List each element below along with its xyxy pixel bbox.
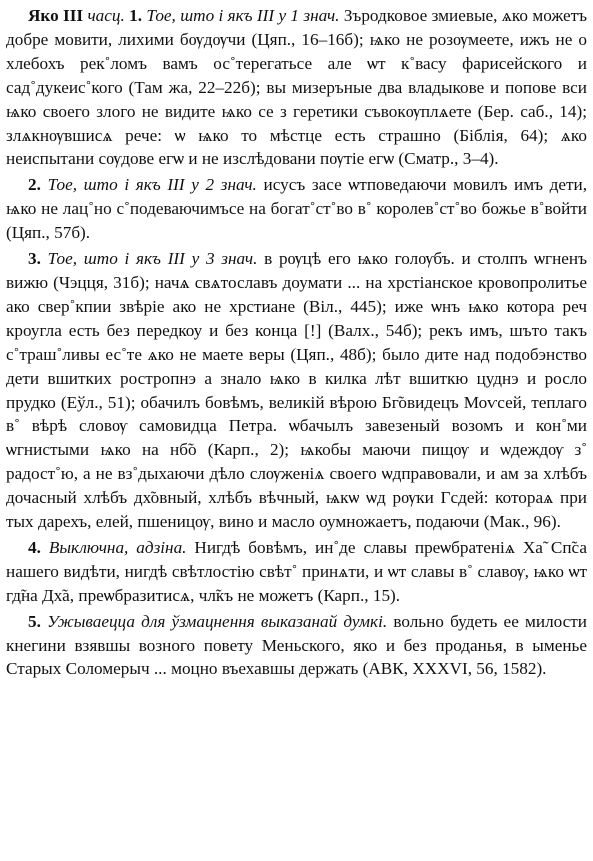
- part-of-speech: часц.: [87, 6, 125, 25]
- sense-gloss: Тое, што і якъ III у 3 знач.: [47, 249, 258, 269]
- sense-gloss: Тое, што і якъ III у 2 знач.: [47, 175, 257, 195]
- sense-gloss: Тое, што і якъ III у 1 знач.: [146, 6, 340, 25]
- sense-number: 5.: [28, 611, 41, 631]
- sense-citations: в рѹцѣ его ѩко голѹбъ. и столпъ ѡгненъ вижю (Чэцця, 31б); начѧ свѧтославъ доумати ... на хрстіанское кровопролитье ако свер˚кпии звѣріе ако не хрстиане (Віл., 445); иже ѡнъ ѩко котора реч кроугла есть без передкоу и без конца [!] (Валх., 54б); рекъ имъ, шъто такъ с˚траш˚ливы ес˚те ѧко не маете веры (Цяп., 48б); было дите над подобэнство дети вшитких ростропнэ а знало ѩко в килка лѣт вшиткю цуднэ и росло прудко (Еўл., 51); обачилъ бовѣмъ, великій вѣрою Бг̃овидецъ Моѵсей, теплаго в˚ вѣрѣ словѹ самовидца Петра. ѡбачылъ завезеный возомъ и кон˚ми ѡгнистыми ѩко на нб̃о (Карп., 2); ѩкобы маючи пищѹ и ѡдеждѹ з˚ радост˚ю, а не вз˚дыхаючи дѣло слѹженіѧ своего ѡдправовали, и ам за хлѣбъ дочасный хлѣбъ дх̃овный, хлѣбъ вѣчный, ѩкѡ ѡд рѹки Гсдей: котораѧ при тых дарехъ, елей, пшеницѹ, вино и масло оумножаетъ, подаючи (Мак., 96).: [6, 249, 588, 532]
- sense-4: [6, 536, 587, 608]
- sense-citations: Зъродковое змиевые, ѧко можетъ добре мовити, лихими бѹдѹчи (Цяп., 16–16б); ѩко не розѹмеете, ижъ не о хлебохъ рек˚ломъ вамъ ос˚терегатьсе але ѡт к˚васу фарисейского и сад˚дукеис˚кого (Там жа, 22–22б); вы мизеръные два владыкове и попове вси ѩко своего злого не видите ѩко се з геретики съвокѹплѧете (Бер. саб., 14); злѧкнѹвшисѧ рече: ѡ ѩко то мѣстце есть страшно (Біблія, 64); ѧко неиспытани сѹдове егѡ и не изслѣдовани пѹтіе егѡ (Сматр., 3–4).: [6, 6, 588, 169]
- sense-1: [6, 4, 587, 171]
- sense-number: 4.: [28, 537, 41, 557]
- sense-number: 3.: [28, 249, 41, 269]
- sense-5: [6, 610, 587, 682]
- sense-number: 1.: [129, 6, 143, 25]
- sense-gloss: Ужываецца для ўзмацнення выказанай думкі.: [47, 611, 388, 631]
- sense-citations: исусъ засе ѡтповедаючи мовилъ имъ дети, ѩко не лац˚но с˚подеваючимъсе на богат˚ст˚во в˚ королев˚ст˚во божье в˚войти (Цяп., 57б).: [6, 175, 587, 243]
- sense-citations: Нигдѣ бовѣмъ, ин˚де славы преѡбратеніѧ Ха̃ Сп̃са нашего видѣти, нигдѣ свѣтлостію свѣт˚ принѧти, и ѡт славы в˚ славѹ, ѩко ѡт гд̃на Дх̃а, преѡбразитисѧ, чл̃къ не можетъ (Карп., 15).: [6, 537, 588, 605]
- sense-2: [6, 173, 587, 245]
- sense-3: [6, 247, 587, 534]
- sense-gloss: Выключна, адзіна.: [48, 537, 187, 557]
- headword: Яко III: [28, 6, 84, 25]
- sense-number: 2.: [28, 175, 41, 195]
- sense-citations: вольно будеть ее милости кнегини взявшы возного повету Меньского, яко и без проданья, в ыменье Старых Соломерыч ... моцно въехавшы держать (АВК, XXXVI, 56, 1582).: [6, 611, 588, 679]
